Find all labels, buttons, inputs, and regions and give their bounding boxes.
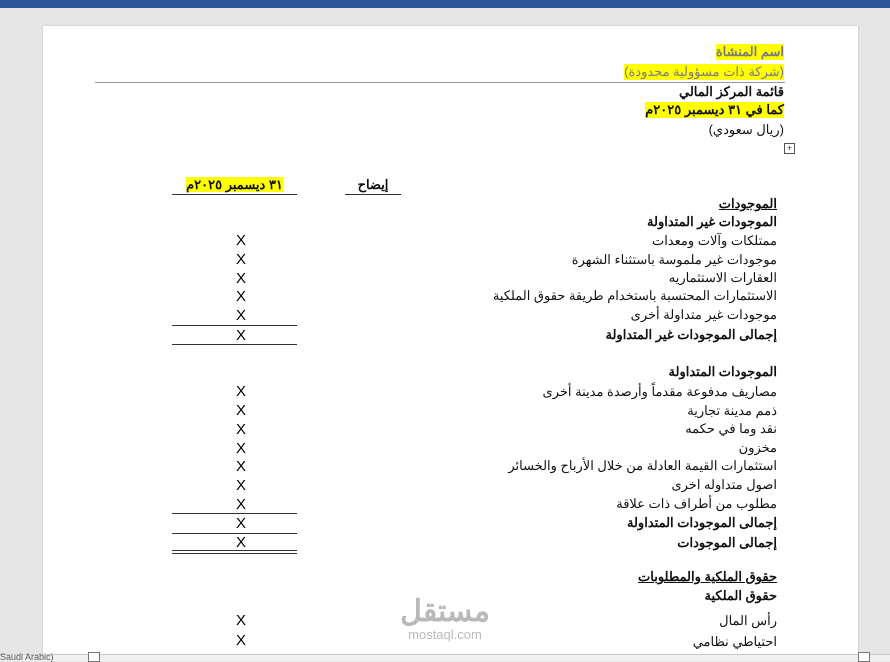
- total-assets-value: X: [236, 534, 247, 551]
- currency-label: (ريال سعودي): [708, 122, 784, 137]
- equity-liabilities-heading: حقوق الملكية والمطلوبات: [638, 569, 777, 584]
- subtotal-rule: [172, 325, 297, 326]
- line-item-value: X: [236, 632, 247, 649]
- table-move-handle-icon[interactable]: +: [784, 143, 795, 154]
- line-item-label: ذمم مدينة تجارية: [687, 403, 777, 418]
- line-item-value: X: [236, 232, 247, 249]
- line-item-value: X: [236, 251, 247, 268]
- line-item-label: نقد وما في حكمه: [685, 421, 777, 436]
- line-item-value: X: [236, 288, 247, 305]
- line-item-label: موجودات غير متداولة أخرى: [630, 307, 777, 322]
- column-date-underline: [172, 194, 297, 195]
- total-assets-label: إجمالى الموجودات: [677, 535, 777, 550]
- document-page[interactable]: [43, 26, 858, 656]
- line-item-label: مطلوب من أطراف ذات علاقة: [616, 496, 777, 511]
- ribbon-edge: [0, 0, 890, 8]
- line-item-label: اصول متداوله اخرى: [671, 477, 777, 492]
- line-item-label: العقارات الاستثماريه: [668, 270, 777, 285]
- subtotal-rule: [172, 513, 297, 514]
- line-item-label: مصاريف مدفوعة مقدماً وأرصدة مدينة أخرى: [542, 384, 777, 399]
- line-item-value: X: [236, 477, 247, 494]
- view-mode-icons[interactable]: [858, 652, 886, 660]
- subtotal-rule: [172, 533, 297, 534]
- header-divider: [95, 82, 785, 83]
- equity-heading: حقوق الملكية: [704, 588, 777, 603]
- line-item-label: ممتلكات وآلات ومعدات: [651, 233, 777, 248]
- double-rule-bottom: [172, 553, 297, 554]
- line-item-value: X: [236, 270, 247, 287]
- statement-title: قائمة المركز المالي: [679, 84, 784, 99]
- line-item-label: موجودات غير ملموسة باستثناء الشهرة: [571, 252, 777, 267]
- noncurrent-assets-heading: الموجودات غير المتداولة: [647, 214, 777, 229]
- assets-heading: الموجودات: [718, 196, 777, 211]
- current-assets-heading: الموجودات المتداولة: [668, 364, 777, 379]
- current-assets-total-label: إجمالى الموجودات المتداولة: [627, 515, 777, 530]
- column-header-note: إيضاح: [357, 177, 389, 192]
- line-item-label: احتياطي نظامي: [692, 634, 777, 649]
- line-item-value: X: [236, 440, 247, 457]
- watermark-logo: مستقل mostaql.com: [400, 595, 490, 642]
- noncurrent-assets-total-label: إجمالى الموجودات غير المتداولة: [605, 327, 777, 342]
- line-item-value: X: [236, 307, 247, 324]
- statement-date: كما في ٣١ ديسمبر ٢٠٢٥م: [645, 102, 784, 117]
- entity-name: اسم المنشاة: [715, 44, 784, 59]
- total-rule: [172, 344, 297, 345]
- line-item-value: X: [236, 383, 247, 400]
- line-item-label: رأس المال: [719, 613, 777, 628]
- status-bar: [0, 654, 890, 661]
- line-item-label: استثمارات القيمة العادلة من خلال الأرباح والخسائر: [508, 458, 777, 473]
- entity-type: (شركة ذات مسؤولية محدودة): [624, 64, 784, 79]
- line-item-value: X: [236, 421, 247, 438]
- line-item-value: X: [236, 402, 247, 419]
- column-note-underline: [345, 194, 401, 195]
- language-indicator[interactable]: Saudi Arabic): [0, 652, 54, 662]
- double-rule-top: [172, 550, 297, 551]
- current-assets-total-value: X: [236, 515, 247, 532]
- line-item-value: X: [236, 496, 247, 513]
- line-item-value: X: [236, 458, 247, 475]
- line-item-label: الاستثمارات المحتسبة باستخدام طريقة حقوق الملكية: [492, 288, 777, 303]
- noncurrent-assets-total-value: X: [236, 327, 247, 344]
- line-item-label: مخزون: [738, 440, 777, 455]
- line-item-value: X: [236, 612, 247, 629]
- column-header-date: ٣١ ديسمبر ٢٠٢٥م: [186, 177, 283, 192]
